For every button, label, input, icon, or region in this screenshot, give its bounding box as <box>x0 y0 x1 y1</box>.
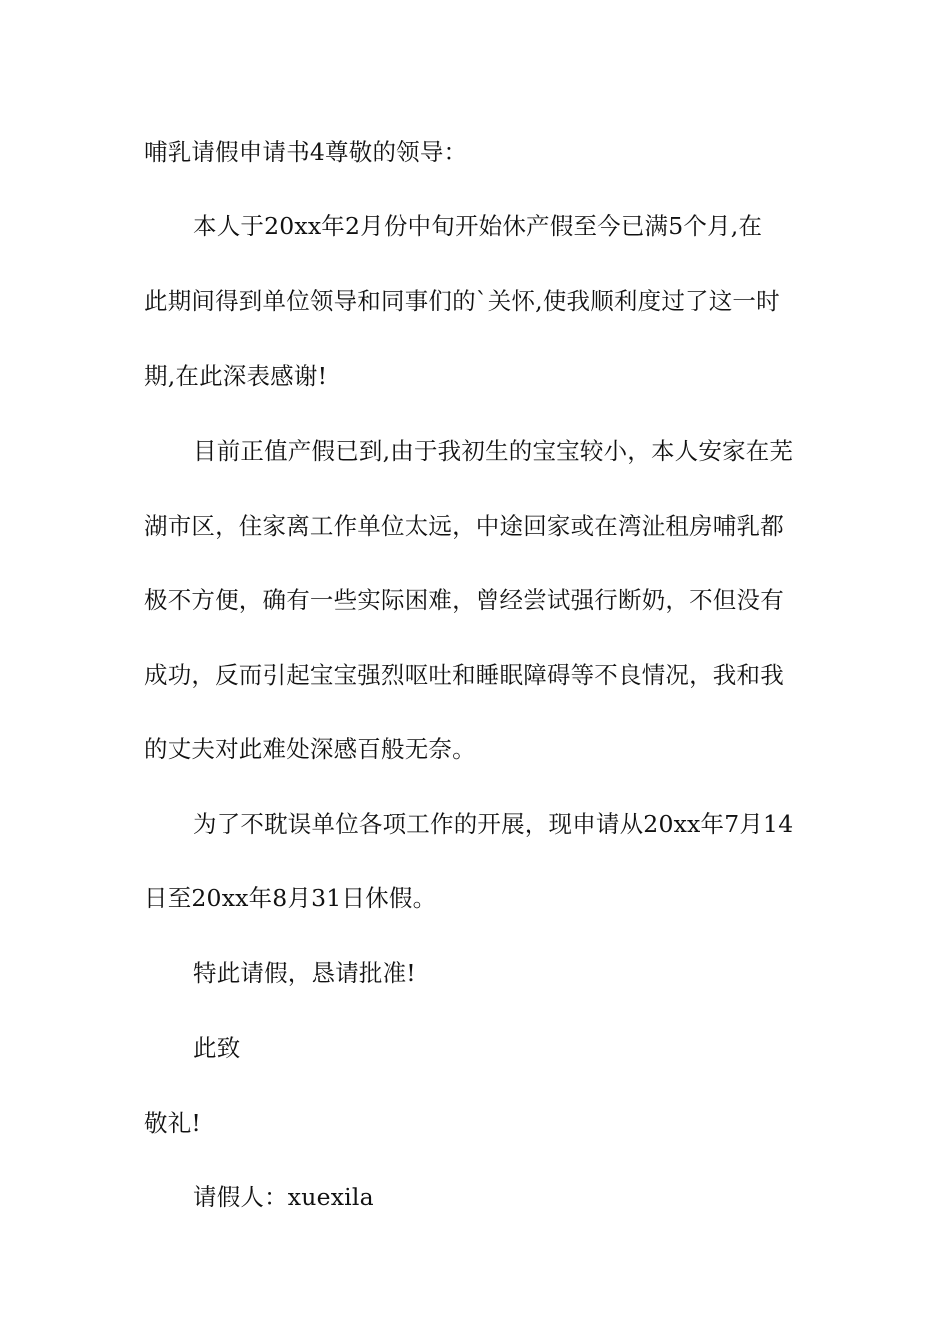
paragraph-2-line-1: 目前正值产假已到,由于我初生的宝宝较小，本人安家在芜 <box>193 437 794 465</box>
closing-request-line: 特此请假，恳请批准! <box>193 959 416 987</box>
signature-line: 请假人：xuexila <box>193 1183 374 1211</box>
paragraph-1-line-2: 此期间得到单位领导和同事们的`关怀,使我顺利度过了这一时 <box>144 287 780 315</box>
paragraph-1-line-3: 期,在此深表感谢! <box>144 362 328 390</box>
paragraph-2-line-3: 极不方便，确有一些实际困难，曾经尝试强行断奶，不但没有 <box>144 586 784 614</box>
letter-title-line: 哺乳请假申请书4尊敬的领导： <box>144 138 468 166</box>
paragraph-2-line-2: 湖市区，住家离工作单位太远，中途回家或在湾沚租房哺乳都 <box>144 512 784 540</box>
salutation-line: 此致 <box>193 1034 241 1062</box>
paragraph-2-line-5: 的丈夫对此难处深感百般无奈。 <box>144 735 476 763</box>
paragraph-1-line-1: 本人于20xx年2月份中旬开始休产假至今已满5个月,在 <box>193 212 763 240</box>
regards-line: 敬礼! <box>144 1109 202 1137</box>
paragraph-2-line-4: 成功，反而引起宝宝强烈呕吐和睡眠障碍等不良情况，我和我 <box>144 661 784 689</box>
paragraph-3-line-2: 日至20xx年8月31日休假。 <box>144 884 437 912</box>
paragraph-3-line-1: 为了不耽误单位各项工作的开展，现申请从20xx年7月14 <box>193 810 794 838</box>
